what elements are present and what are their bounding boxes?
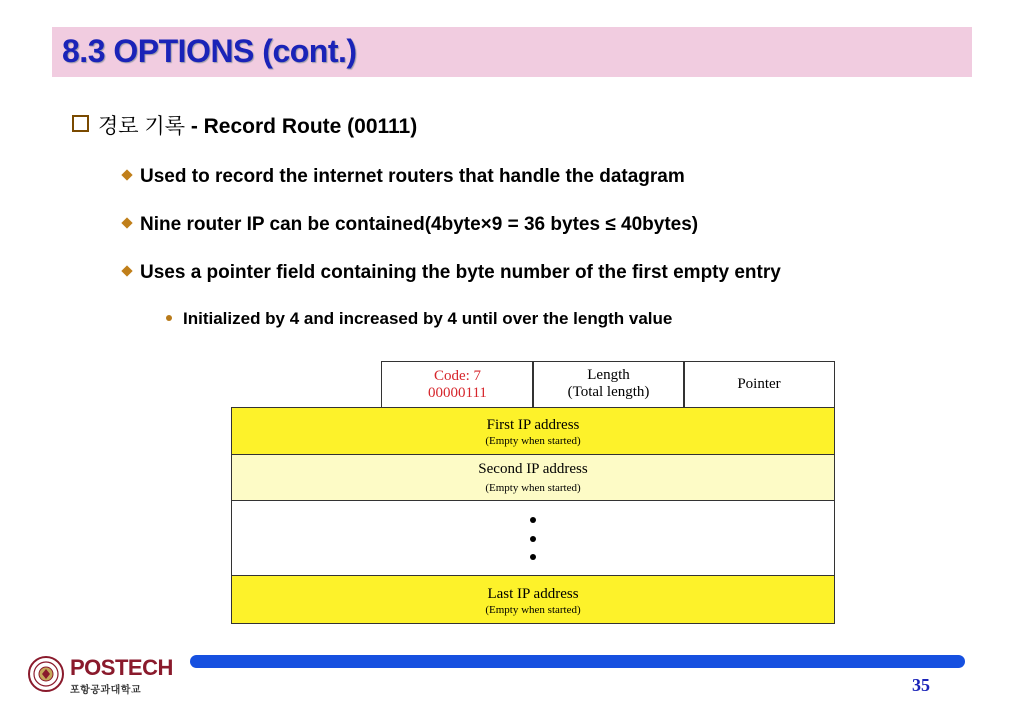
code-bits: 00000111 xyxy=(428,385,487,401)
sub-bullet-item xyxy=(166,309,672,329)
pointer-cell xyxy=(683,361,835,409)
title-bar xyxy=(52,27,972,77)
bullet-text: Uses a pointer field containing the byte number of the first empty entry xyxy=(140,262,781,283)
heading-bullet xyxy=(72,110,417,140)
code-label: Code: 7 xyxy=(433,368,482,384)
diamond-bullet-icon xyxy=(121,169,132,180)
row-main-label: Second IP address xyxy=(478,461,588,477)
heading-english: - Record Route (00111) xyxy=(184,115,418,138)
slide-title: 8.3 OPTIONS (cont.) xyxy=(62,33,357,69)
row-main-label: First IP address xyxy=(486,417,580,433)
page-number: 35 xyxy=(912,675,930,695)
length-label: Length xyxy=(587,367,630,383)
postech-logo-text: POSTECH xyxy=(70,655,173,680)
diamond-bullet-icon xyxy=(121,217,132,228)
ellipsis-dot xyxy=(530,536,536,542)
row-sub-label: (Empty when started) xyxy=(485,435,581,447)
sub-bullet-text: Initialized by 4 and increased by 4 until over the length value xyxy=(183,309,673,328)
postech-logo-korean: 포항공과대학교 xyxy=(70,685,142,696)
length-sub: (Total length) xyxy=(567,384,650,400)
row-sub-label: (Empty when started) xyxy=(485,604,581,616)
bullet-text: Nine router IP can be contained(4byte×9 = 36 bytes ≤ 40bytes) xyxy=(140,214,699,235)
first-ip-row xyxy=(231,407,835,456)
footer-divider xyxy=(190,655,965,668)
postech-seal-icon xyxy=(28,656,64,692)
ellipsis-dot xyxy=(530,517,536,523)
row-sub-label: (Empty when started) xyxy=(485,482,581,494)
bullet-item xyxy=(123,262,781,284)
bullet-item xyxy=(123,166,685,188)
row-main-label: Last IP address xyxy=(487,586,579,602)
second-ip-row xyxy=(231,454,835,502)
heading-korean: 경로 기록 xyxy=(98,115,185,138)
bullet-text: Used to record the internet routers that handle the datagram xyxy=(140,166,685,187)
ellipsis-row xyxy=(231,500,835,577)
length-cell xyxy=(532,361,685,409)
bullet-item xyxy=(123,214,698,236)
square-bullet-icon xyxy=(72,115,89,132)
last-ip-row xyxy=(231,575,835,624)
dot-bullet-icon xyxy=(166,315,172,321)
code-cell xyxy=(381,361,534,409)
diamond-bullet-icon xyxy=(121,265,132,276)
ellipsis-dot xyxy=(530,554,536,560)
pointer-label: Pointer xyxy=(737,376,781,392)
